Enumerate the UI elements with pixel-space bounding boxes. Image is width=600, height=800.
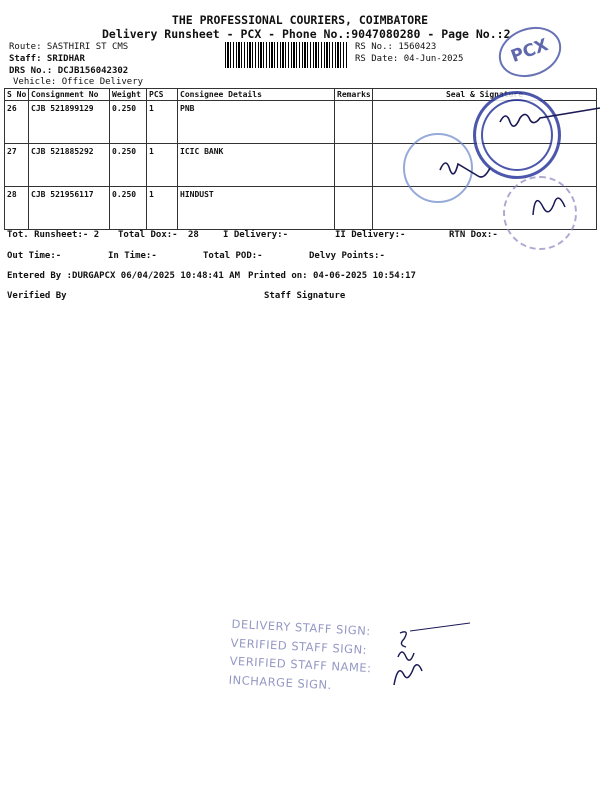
incharge-sign: INCHARGE SIGN. [228,672,333,692]
cell-consignee: ICIC BANK [178,144,335,187]
staff-label: Staff: SRIDHAR [9,54,85,64]
cell-sno: 26 [5,101,29,144]
total-pod: Total POD:- [203,251,263,261]
delivery-staff-sign: DELIVERY STAFF SIGN: [231,616,372,639]
col-pcs: PCS [147,89,178,101]
cell-remarks [335,144,373,187]
col-consignee: Consignee Details [178,89,335,101]
rtn-dox: RTN Dox:- [449,230,498,240]
col-remarks: Remarks [335,89,373,101]
col-seal: Seal & Signature [373,89,597,101]
route-label: Route: SASTHIRI ST CMS [9,42,129,52]
drs-barcode [225,42,347,68]
verified-staff-name: VERIFIED STAFF NAME: [229,653,372,676]
delvy-points: Delvy Points:- [309,251,385,261]
cell-remarks [335,187,373,230]
tot-runsheet: Tot. Runsheet:- 2 [7,230,100,240]
printed-on: Printed on: 04-06-2025 10:54:17 [248,271,416,281]
signoff-signatures [380,615,470,695]
cell-weight: 0.250 [110,144,147,187]
cell-pcs: 1 [147,101,178,144]
vehicle-label: Vehicle: Office Delivery [13,77,144,87]
i-delivery: I Delivery:- [223,230,289,240]
cell-consignee: PNB [178,101,335,144]
drs-number: DRS No.: DCJB156042302 [9,66,129,76]
signature-row2 [430,150,510,190]
runsheet-heading: Delivery Runsheet - PCX - Phone No.:9047080280 - Page No.:2 [102,27,511,41]
ii-delivery: II Delivery:- [335,230,406,240]
verified-by: Verified By [7,291,67,301]
cell-pcs: 1 [147,144,178,187]
total-dox-label: Total Dox:- [118,230,178,240]
cell-pcs: 1 [147,187,178,230]
col-consignment: Consignment No [29,89,110,101]
in-time: In Time:- [108,251,157,261]
entered-by: Entered By :DURGAPCX 06/04/2025 10:48:41 AM [7,271,240,281]
cell-consignment: CJB 521956117 [29,187,110,230]
signature-row3 [525,185,575,225]
col-weight: Weight [110,89,147,101]
signature-row1 [470,100,600,140]
staff-signature: Staff Signature [264,291,346,301]
cell-sno: 27 [5,144,29,187]
out-time: Out Time:- [7,251,62,261]
cell-consignment: CJB 521885292 [29,144,110,187]
verified-staff-sign: VERIFIED STAFF SIGN: [230,635,368,657]
total-dox-value: 28 [188,230,199,240]
cell-consignment: CJB 521899129 [29,101,110,144]
cell-sno: 28 [5,187,29,230]
rs-date: RS Date: 04-Jun-2025 [355,54,464,64]
cell-weight: 0.250 [110,101,147,144]
cell-remarks [335,101,373,144]
cell-consignee: HINDUST [178,187,335,230]
pcx-stamp: PCX [492,19,569,86]
col-sno: S No [5,89,29,101]
rs-number: RS No.: 1560423 [355,42,437,52]
company-title: THE PROFESSIONAL COURIERS, COIMBATORE [171,13,429,27]
cell-weight: 0.250 [110,187,147,230]
